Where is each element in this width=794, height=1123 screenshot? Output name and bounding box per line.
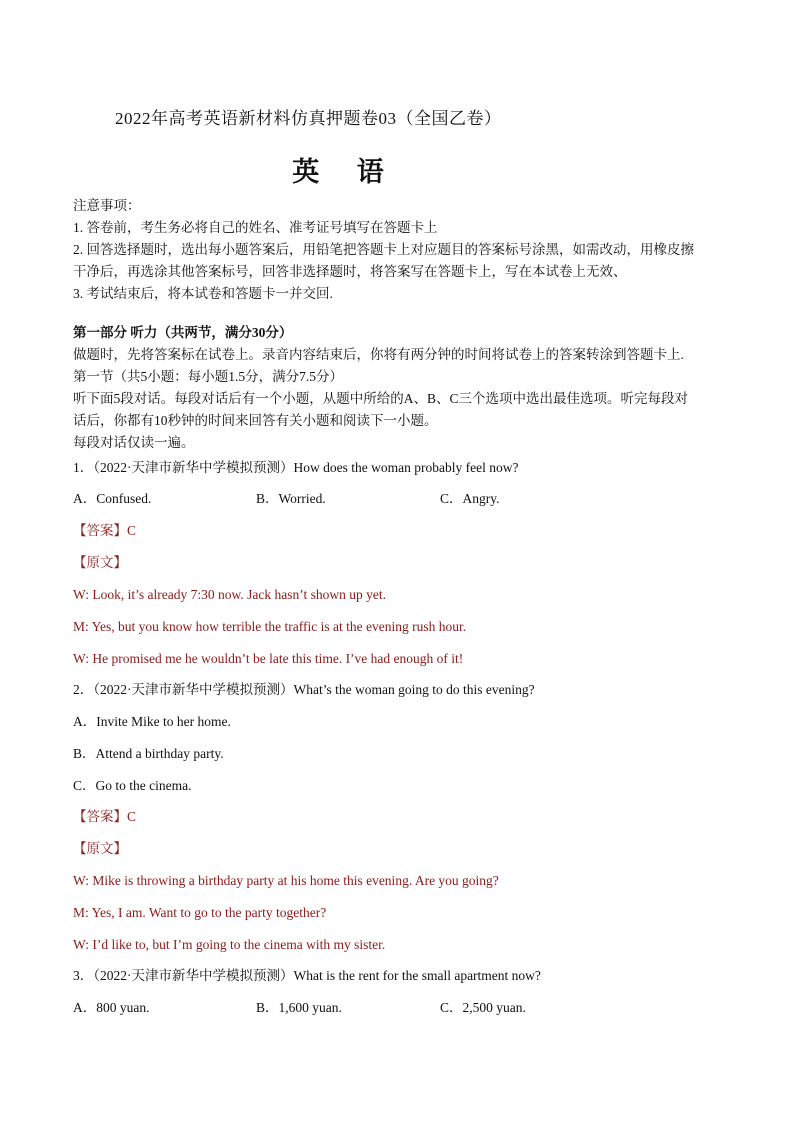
question-3-option-b: B．1,600 yuan. bbox=[256, 1000, 342, 1015]
question-2-transcript-1: W: Mike is throwing a birthday party at his home this evening. Are you going? bbox=[73, 873, 499, 888]
notice-item-2-cont: 干净后，再选涂其他答案标号，回答非选择题时，将答案写在答题卡上，写在本试卷上无效、 bbox=[73, 264, 627, 279]
question-3-option-a: A．800 yuan. bbox=[73, 1000, 150, 1015]
notice-item-1: 1. 答卷前，考生务必将自己的姓名、准考证号填写在答题卡上 bbox=[73, 220, 438, 235]
section-instruction-1: 听下面5段对话。每段对话后有一个小题，从题中所给的A、B、C三个选项中选出最佳选项。听完每段对 bbox=[73, 391, 689, 406]
question-2-stem: 2．（2022·天津市新华中学模拟预测）What’s the woman going to do this evening? bbox=[73, 682, 535, 697]
subject-heading: 英 语 bbox=[292, 157, 398, 188]
question-2-option-c: C．Go to the cinema. bbox=[73, 778, 192, 793]
notice-heading: 注意事项： bbox=[73, 198, 141, 213]
question-2-option-b: B．Attend a birthday party. bbox=[73, 746, 224, 761]
exam-title: 2022年高考英语新材料仿真押题卷03（全国乙卷） bbox=[115, 109, 502, 128]
question-1-answer: 【答案】C bbox=[73, 523, 137, 538]
notice-item-3: 3. 考试结束后，将本试卷和答题卡一并交回. bbox=[73, 286, 333, 301]
section-instruction-2: 话后，你都有10秒钟的时间来回答有关小题和阅读下一小题。 bbox=[73, 413, 438, 428]
question-1-transcript-3: W: He promised me he wouldn’t be late this time. I’ve had enough of it! bbox=[73, 651, 464, 666]
question-2-source-label: 【原文】 bbox=[73, 841, 127, 856]
question-2-answer: 【答案】C bbox=[73, 809, 137, 824]
question-2-transcript-2: M: Yes, I am. Want to go to the party together? bbox=[73, 905, 327, 920]
question-1-option-a: A．Confused. bbox=[73, 491, 152, 506]
question-2-transcript-3: W: I’d like to, but I’m going to the cinema with my sister. bbox=[73, 937, 386, 952]
question-1-transcript-2: M: Yes, but you know how terrible the traffic is at the evening rush hour. bbox=[73, 619, 467, 634]
question-2-option-a: A．Invite Mike to her home. bbox=[73, 714, 231, 729]
part-instruction: 做题时，先将答案标在试卷上。录音内容结束后，你将有两分钟的时间将试卷上的答案转涂到答题卡上. bbox=[73, 347, 684, 362]
question-1-source-label: 【原文】 bbox=[73, 555, 127, 570]
question-3-stem: 3．（2022·天津市新华中学模拟预测）What is the rent for the small apartment now? bbox=[73, 968, 541, 983]
part-title: 第一部分 听力（共两节，满分30分） bbox=[73, 325, 293, 340]
section-instruction-3: 每段对话仅读一遍。 bbox=[73, 435, 195, 450]
question-1-stem: 1．（2022·天津市新华中学模拟预测）How does the woman probably feel now? bbox=[73, 460, 519, 475]
notice-item-2: 2. 回答选择题时，选出每小题答案后，用铅笔把答题卡上对应题目的答案标号涂黑，如需改动，用橡皮擦 bbox=[73, 242, 694, 257]
question-1-option-c: C．Angry. bbox=[440, 491, 500, 506]
question-3-option-c: C．2,500 yuan. bbox=[440, 1000, 526, 1015]
question-1-option-b: B．Worried. bbox=[256, 491, 326, 506]
question-1-transcript-1: W: Look, it’s already 7:30 now. Jack hasn’t shown up yet. bbox=[73, 587, 386, 602]
section-title: 第一节（共5小题：每小题1.5分，满分7.5分） bbox=[73, 369, 343, 384]
